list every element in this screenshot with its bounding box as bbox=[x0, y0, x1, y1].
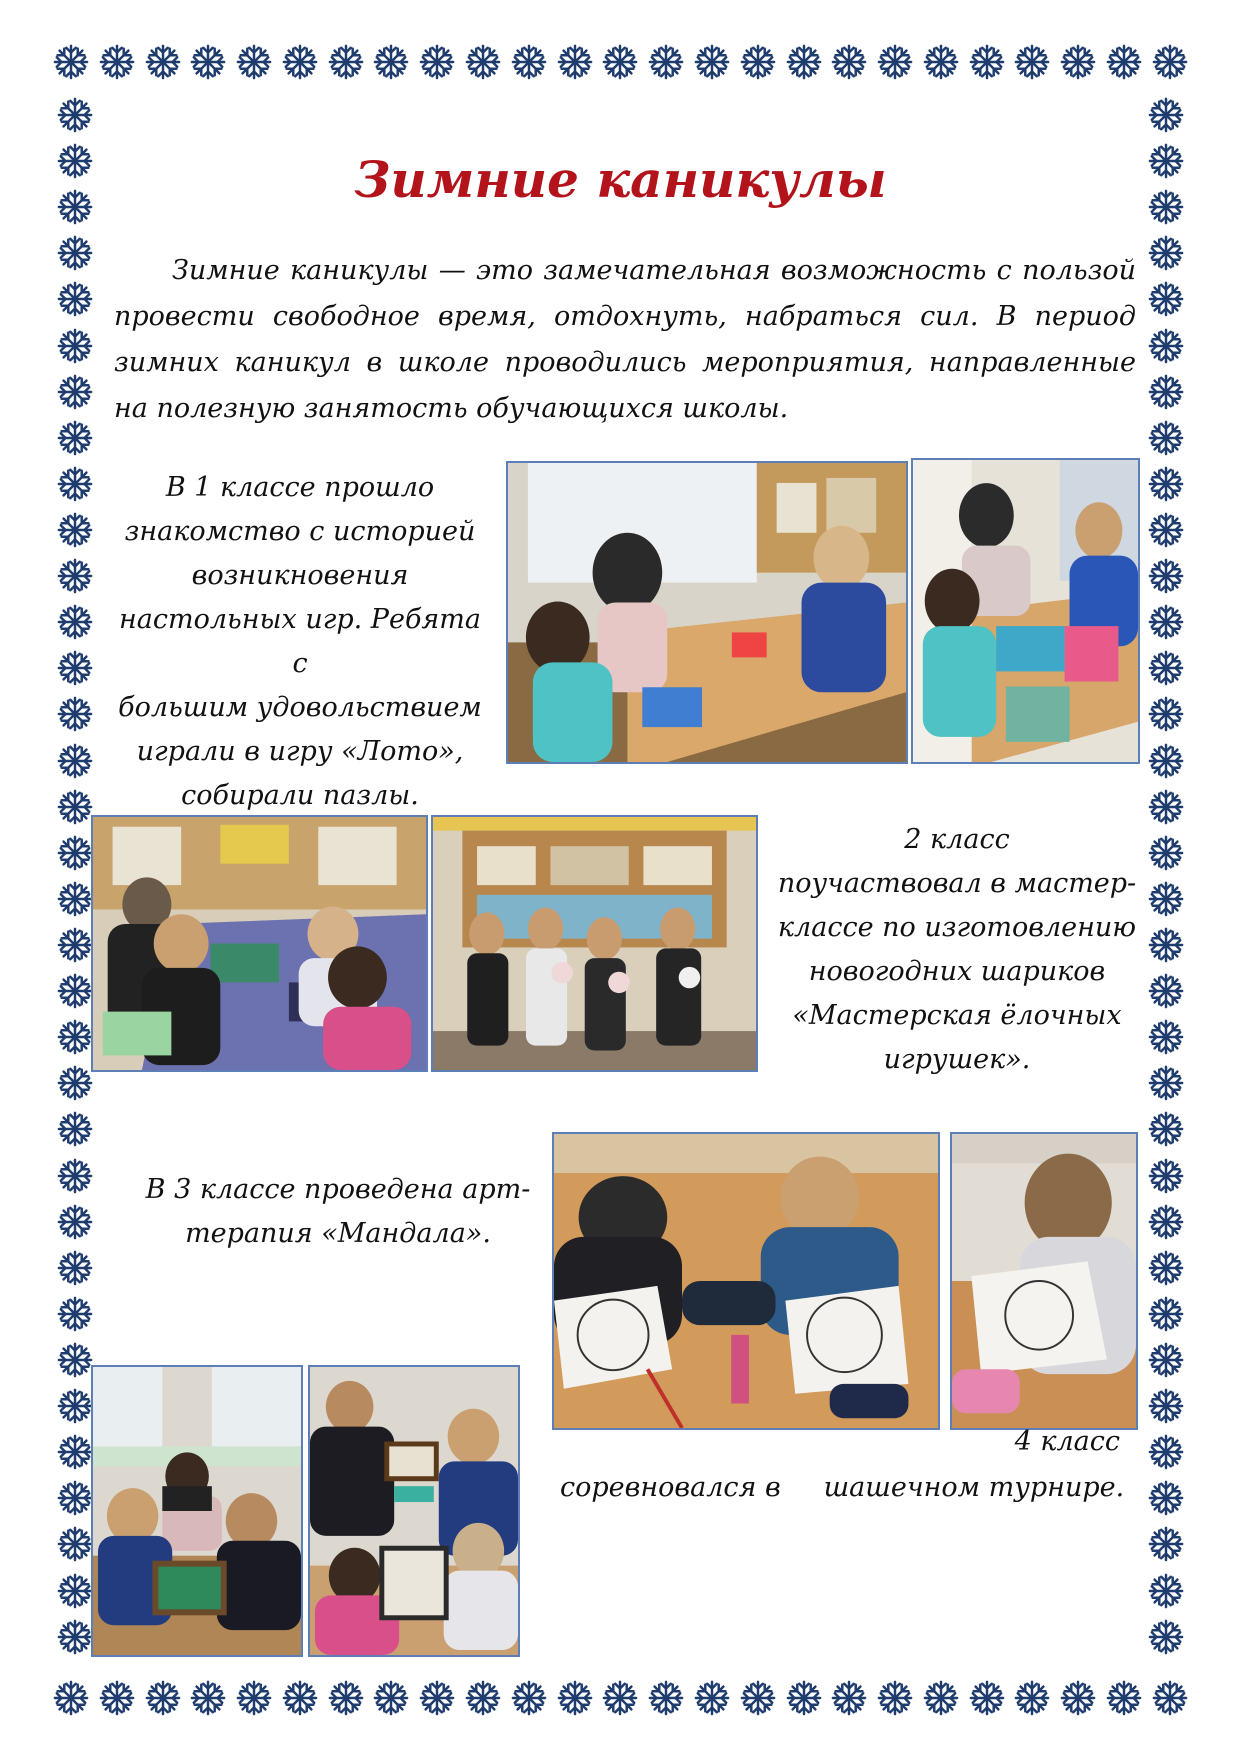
snowflake-icon bbox=[647, 43, 685, 81]
snowflake-icon bbox=[601, 43, 639, 81]
snowflake-icon bbox=[56, 557, 94, 595]
snowflake-icon bbox=[281, 43, 319, 81]
snowflake-icon bbox=[556, 43, 594, 81]
snowflake-icon bbox=[56, 695, 94, 733]
snowflake-icon bbox=[1147, 1064, 1185, 1102]
snowflake-icon bbox=[144, 43, 182, 81]
snowflake-icon bbox=[56, 1433, 94, 1471]
snowflake-icon bbox=[1151, 1679, 1189, 1717]
snowflake-icon bbox=[1147, 327, 1185, 365]
snowflake-icon bbox=[189, 43, 227, 81]
snowflake-icon bbox=[56, 327, 94, 365]
grade2-caption: 2 класс поучаствовал в мастер- классе по изготовлению новогодних шариков «Мастерская ёлочных игрушек». bbox=[777, 824, 1137, 1075]
snowflake-icon bbox=[1147, 603, 1185, 641]
photo-grade2-group bbox=[431, 815, 758, 1072]
snowflake-icon bbox=[56, 603, 94, 641]
snowflake-icon bbox=[56, 419, 94, 457]
snowflake-icon bbox=[1147, 373, 1185, 411]
snowflake-icon bbox=[327, 1679, 365, 1717]
snowflake-icon bbox=[56, 1387, 94, 1425]
snowflake-icon bbox=[1147, 419, 1185, 457]
snowflake-icon bbox=[1147, 96, 1185, 134]
snowflake-icon bbox=[1013, 43, 1051, 81]
snowflake-icon bbox=[464, 1679, 502, 1717]
snowflake-icon bbox=[1147, 234, 1185, 272]
snowflake-icon bbox=[1059, 43, 1097, 81]
snowflake-icon bbox=[510, 43, 548, 81]
snowflake-icon bbox=[235, 1679, 273, 1717]
snowflake-icon bbox=[647, 1679, 685, 1717]
snowflake-icon bbox=[372, 43, 410, 81]
snowflake-icon bbox=[56, 1064, 94, 1102]
snowflake-icon bbox=[56, 1157, 94, 1195]
snowflake-icon bbox=[1147, 972, 1185, 1010]
snowflake-icon bbox=[830, 43, 868, 81]
snowflake-icon bbox=[1105, 1679, 1143, 1717]
snowflake-icon bbox=[1147, 1341, 1185, 1379]
snowflake-icon bbox=[601, 1679, 639, 1717]
snowflake-icon bbox=[1147, 1018, 1185, 1056]
snowflake-icon bbox=[98, 1679, 136, 1717]
snowflake-icon bbox=[56, 1618, 94, 1656]
snowflake-icon bbox=[785, 43, 823, 81]
snowflake-icon bbox=[56, 1249, 94, 1287]
snowflake-icon bbox=[56, 373, 94, 411]
snowflake-icon bbox=[52, 1679, 90, 1717]
photo-grade3-drawing bbox=[950, 1132, 1138, 1430]
snowflake-icon bbox=[785, 1679, 823, 1717]
snowflake-icon bbox=[1105, 43, 1143, 81]
snowflake-icon bbox=[372, 1679, 410, 1717]
snowflake-icon bbox=[556, 1679, 594, 1717]
snowflake-icon bbox=[1147, 280, 1185, 318]
snowflake-icon bbox=[464, 43, 502, 81]
snowflake-icon bbox=[1147, 1525, 1185, 1563]
snowflake-icon bbox=[1147, 880, 1185, 918]
snowflake-icon bbox=[1147, 1295, 1185, 1333]
photo-grade1-puzzles bbox=[911, 458, 1140, 764]
snowflake-icon bbox=[1147, 1618, 1185, 1656]
snowflake-icon bbox=[52, 43, 90, 81]
snowflake-icon bbox=[56, 788, 94, 826]
snowflake-icon bbox=[56, 1341, 94, 1379]
photo-grade4-checkers-2 bbox=[308, 1365, 520, 1657]
photo-grade2-workshop bbox=[91, 815, 428, 1072]
snowflake-icon bbox=[1151, 43, 1189, 81]
snowflake-icon bbox=[56, 1203, 94, 1241]
snowflake-icon bbox=[739, 1679, 777, 1717]
snowflake-icon bbox=[418, 43, 456, 81]
snowflake-icon bbox=[56, 742, 94, 780]
snowflake-icon bbox=[922, 1679, 960, 1717]
snowflake-icon bbox=[56, 1572, 94, 1610]
snowflake-icon bbox=[1013, 1679, 1051, 1717]
snowflake-icon bbox=[1147, 649, 1185, 687]
snowflake-icon bbox=[56, 880, 94, 918]
grade4-caption-text: соревновался в шашечном турнире. bbox=[560, 1472, 1125, 1503]
snowflake-icon bbox=[56, 1525, 94, 1563]
snowflake-icon bbox=[1147, 511, 1185, 549]
snowflake-icon bbox=[1059, 1679, 1097, 1717]
snowflake-icon bbox=[1147, 1203, 1185, 1241]
snowflake-icon bbox=[876, 1679, 914, 1717]
snowflake-icon bbox=[968, 43, 1006, 81]
snowflake-icon bbox=[418, 1679, 456, 1717]
snowflake-icon bbox=[56, 234, 94, 272]
snowflake-icon bbox=[98, 43, 136, 81]
grade3-caption: В 3 классе проведена арт- терапия «Мандала». bbox=[145, 1174, 531, 1249]
snowflake-icon bbox=[144, 1679, 182, 1717]
snowflake-icon bbox=[1147, 1433, 1185, 1471]
snowflake-icon bbox=[1147, 1572, 1185, 1610]
snowflake-icon bbox=[56, 1295, 94, 1333]
intro-paragraph: Зимние каникулы — это замечательная возможность с пользой провести свободное время, отдохнуть, набраться сил. В период зимних каникул в школе проводились мероприятия, направленные на полезную занятость обучающихся школы. bbox=[114, 255, 1136, 424]
snowflake-icon bbox=[1147, 465, 1185, 503]
snowflake-icon bbox=[56, 511, 94, 549]
snowflake-icon bbox=[876, 43, 914, 81]
snowflake-icon bbox=[56, 280, 94, 318]
snowflake-icon bbox=[922, 43, 960, 81]
snowflake-icon bbox=[327, 43, 365, 81]
grade1-caption: В 1 классе прошло знакомство с историей возникновения настольных игр. Ребята с большим удовольствием играли в игру «Лото», собирали пазлы. bbox=[118, 472, 482, 811]
snowflake-icon bbox=[56, 1110, 94, 1148]
snowflake-icon bbox=[1147, 742, 1185, 780]
snowflake-icon bbox=[56, 465, 94, 503]
snowflake-icon bbox=[693, 43, 731, 81]
photo-grade3-mandala bbox=[552, 1132, 940, 1430]
snowflake-icon bbox=[1147, 926, 1185, 964]
snowflake-icon bbox=[56, 1018, 94, 1056]
snowflake-icon bbox=[1147, 1249, 1185, 1287]
ornament-border-right bbox=[1144, 96, 1188, 1656]
snowflake-icon bbox=[56, 926, 94, 964]
snowflake-icon bbox=[56, 649, 94, 687]
photo-grade1-lotto bbox=[506, 461, 908, 764]
snowflake-icon bbox=[56, 96, 94, 134]
page-title: Зимние каникулы bbox=[354, 150, 887, 209]
snowflake-icon bbox=[830, 1679, 868, 1717]
snowflake-icon bbox=[1147, 1387, 1185, 1425]
snowflake-icon bbox=[56, 834, 94, 872]
snowflake-icon bbox=[56, 972, 94, 1010]
snowflake-icon bbox=[189, 1679, 227, 1717]
ornament-border-bottom bbox=[52, 1676, 1189, 1720]
snowflake-icon bbox=[1147, 1157, 1185, 1195]
snowflake-icon bbox=[739, 43, 777, 81]
snowflake-icon bbox=[56, 1479, 94, 1517]
snowflake-icon bbox=[1147, 557, 1185, 595]
grade4-caption-title: 4 класс bbox=[1014, 1426, 1120, 1457]
snowflake-icon bbox=[1147, 788, 1185, 826]
snowflake-icon bbox=[281, 1679, 319, 1717]
ornament-border-top bbox=[52, 40, 1189, 84]
snowflake-icon bbox=[1147, 1479, 1185, 1517]
photo-grade4-checkers-1 bbox=[91, 1365, 303, 1657]
snowflake-icon bbox=[1147, 695, 1185, 733]
snowflake-icon bbox=[235, 43, 273, 81]
snowflake-icon bbox=[510, 1679, 548, 1717]
snowflake-icon bbox=[968, 1679, 1006, 1717]
snowflake-icon bbox=[1147, 834, 1185, 872]
snowflake-icon bbox=[693, 1679, 731, 1717]
snowflake-icon bbox=[1147, 1110, 1185, 1148]
